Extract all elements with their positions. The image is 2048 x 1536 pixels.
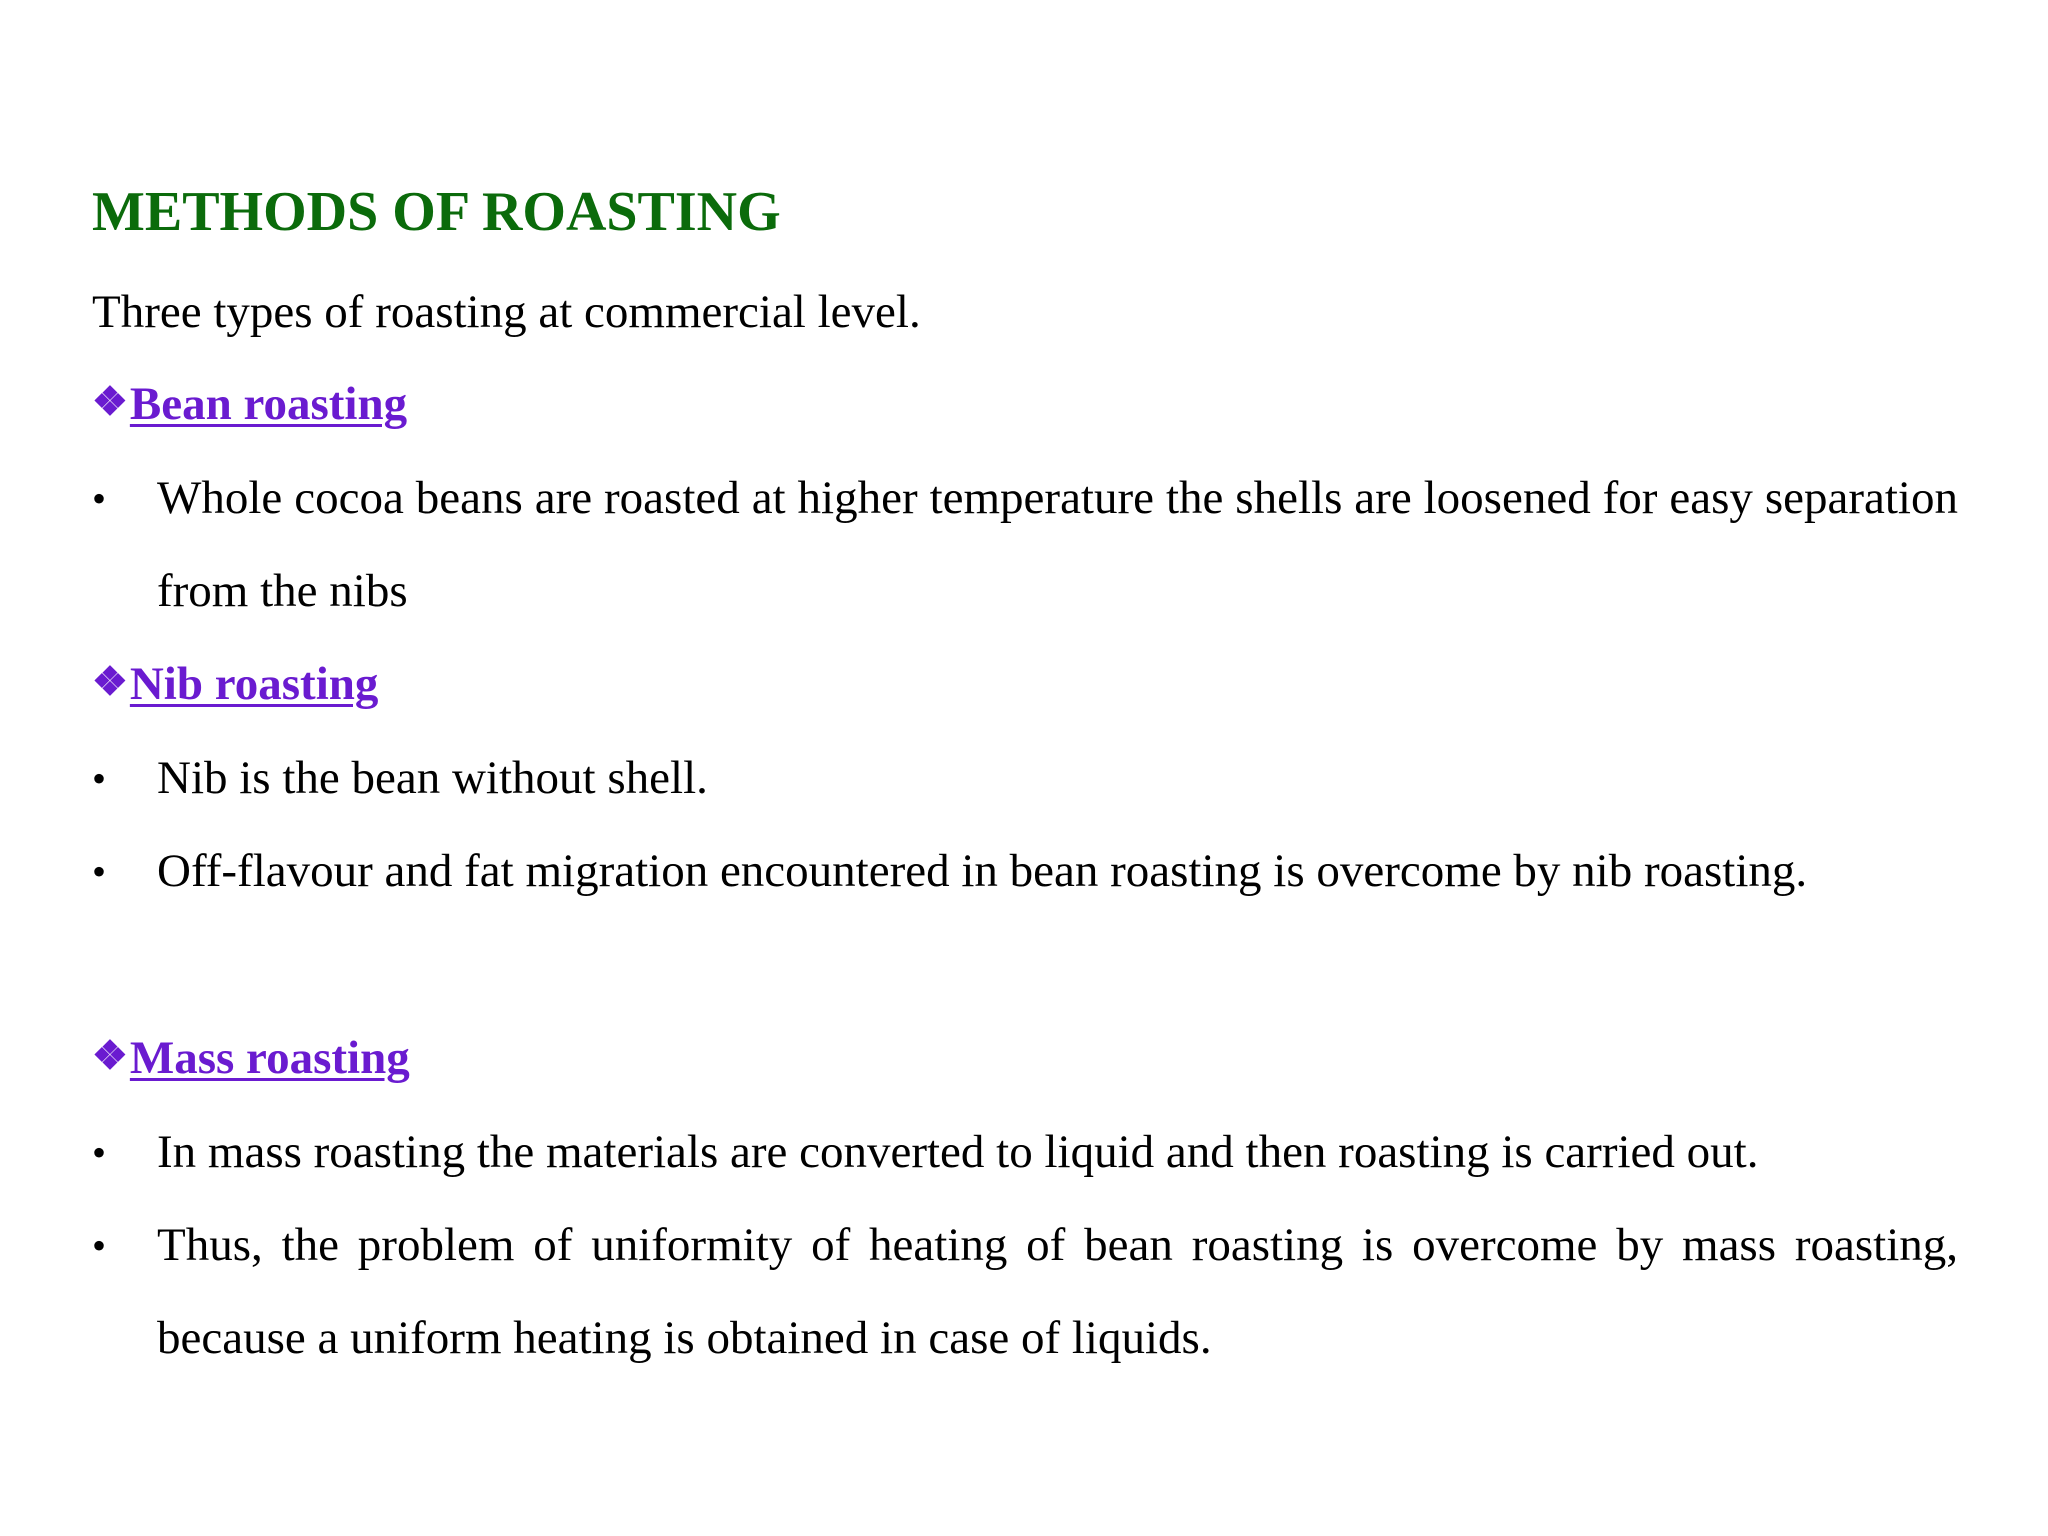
- bean-roasting-link[interactable]: Bean roasting: [129, 378, 408, 430]
- bullet-dot-icon: •: [92, 1223, 107, 1268]
- bullet-text: Thus, the problem of uniformity of heating of bean roasting is overcome by mass roasting, because a uniform heating is obtained in case of liquids.: [157, 1219, 1958, 1364]
- section-heading-bean-roasting: [92, 372, 407, 434]
- list-item: [92, 1199, 1958, 1385]
- bullet-dot-icon: •: [92, 1130, 107, 1175]
- nib-roasting-link[interactable]: Nib roasting: [129, 658, 379, 710]
- section-heading-nib-roasting: [92, 652, 378, 714]
- list-item: [92, 452, 1958, 638]
- list-item: [92, 825, 1958, 918]
- bullet-dot-icon: •: [92, 849, 107, 894]
- bullet-text: Nib is the bean without shell.: [157, 752, 708, 804]
- list-item: [92, 1106, 1958, 1199]
- bullet-text: In mass roasting the materials are converted to liquid and then roasting is carried out.: [157, 1126, 1759, 1178]
- intro-text: Three types of roasting at commercial level.: [92, 286, 921, 338]
- mass-roasting-link[interactable]: Mass roasting: [129, 1032, 410, 1084]
- bullet-dot-icon: •: [92, 476, 107, 521]
- diamond-bullet-icon: ❖: [92, 1033, 128, 1078]
- list-item: [92, 732, 1958, 825]
- slide-title: METHODS OF ROASTING: [92, 181, 781, 243]
- diamond-bullet-icon: ❖: [92, 659, 128, 704]
- diamond-bullet-icon: ❖: [92, 379, 128, 424]
- bullet-text: Off-flavour and fat migration encountered in bean roasting is overcome by nib roasting.: [157, 845, 1808, 897]
- section-heading-mass-roasting: [92, 1026, 410, 1088]
- bullet-text: Whole cocoa beans are roasted at higher temperature the shells are loosened for easy separation from the nibs: [157, 472, 1958, 617]
- bullet-dot-icon: •: [92, 756, 107, 801]
